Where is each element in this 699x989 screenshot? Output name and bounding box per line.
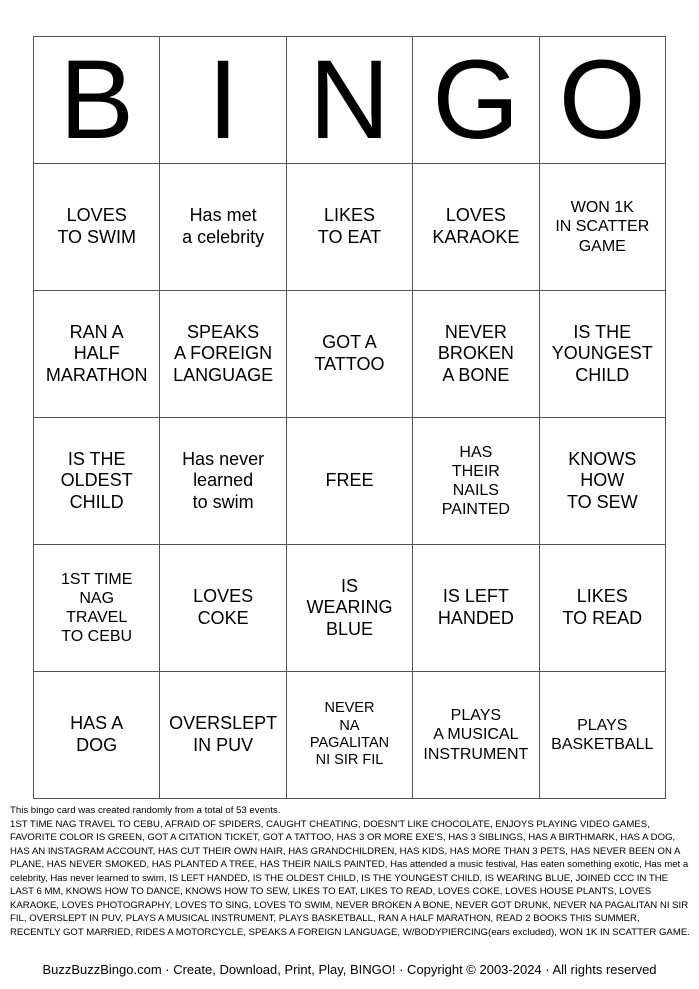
bingo-cell[interactable] [413,291,539,418]
bingo-row-4 [34,545,666,672]
bingo-cell[interactable] [413,672,539,799]
events-list: 1ST TIME NAG TRAVEL TO CEBU, AFRAID OF SPIDERS, CAUGHT CHEATING, DOESN'T LIKE CHOCOLATE, ENJOYS PLAYING VIDEO GAMES, FAVORITE COLOR IS GREEN, GOT A CITATION TICKET, GOT A TATTOO, HAS 3 OR MORE EXE'S, HAS 3 SIBLINGS, HAS A BIRTHMARK, HAS A DOG, HAS AN INSTAGRAM ACCOUNT, HAS CUT THEIR OWN HAIR, HAS GRANDCHILDREN, HAS KIDS, HAS MORE THAN 3 PETS, HAS NEVER BEEN ON A PLANE, HAS NEVER SMOKED, HAS PLANTED A TREE, HAS THEIR NAILS PAINTED, Has attended a music festival, Has eaten something exotic, Has met a celebrity, Has never learned to swim, IS LEFT HANDED, IS THE OLDEST CHILD, IS THE YOUNGEST CHILD, IS WEARING BLUE, JOINED CCC IN THE LAST 6 MM, KNOWS HOW TO DANCE, KNOWS HOW TO SEW, LIKES TO EAT, LIKES TO READ, LOVES COKE, LOVES HOUSE PLANTS, LOVES KARAOKE, LOVES PHOTOGRAPHY, LOVES TO SING, LOVES TO SWIM, NEVER BROKEN A BONE, NEVER GOT DRUNK, NEVER NA PAGALITAN NI SIR FIL, OVERSLEPT IN PUV, PLAYS A MUSICAL INSTRUMENT, PLAYS BASKETBALL, RAN A HALF MARATHON, READ 2 BOOKS THIS SUMMER, RECENTLY GOT MARRIED, RIDES A MOTORCYCLE, SPEAKS A FOREIGN LANGUAGE, W/BODYPIERCING(ears excluded), WON 1K IN SCATTER GAME. [10,818,690,938]
bingo-row-3 [34,418,666,545]
cell-text: LOVES COKE [193,586,254,628]
bingo-row-5 [34,672,666,799]
bingo-cell[interactable] [34,418,160,545]
free-space-cell[interactable] [286,418,412,545]
cell-text: LIKES TO EAT [317,205,382,247]
cell-text: PLAYS A MUSICAL INSTRUMENT [423,707,529,763]
bingo-row-2 [34,291,666,418]
cell-text: IS WEARING BLUE [306,575,393,639]
bingo-cell[interactable] [160,418,286,545]
cell-text: OVERSLEPT IN PUV [169,713,278,755]
cell-text: GOT A TATTOO [314,332,385,374]
header-letter-n: N [286,37,412,164]
header-letter-o: O [539,37,665,164]
cell-text: Has never learned to swim [182,448,265,512]
cell-text: FREE [325,470,374,491]
header-letter-i: I [160,37,286,164]
bingo-cell[interactable] [539,672,665,799]
note-intro: This bingo card was created randomly from a total of 53 events. [10,805,281,816]
bingo-cell[interactable] [286,672,412,799]
cell-text: IS LEFT HANDED [437,586,514,628]
bingo-cell[interactable] [34,291,160,418]
bingo-cell[interactable] [160,672,286,799]
cell-text: NEVER NA PAGALITAN NI SIR FIL [309,700,390,769]
bingo-cell[interactable] [34,672,160,799]
cell-text: RAN A HALF MARATHON [45,321,148,385]
bingo-cell[interactable] [34,545,160,672]
header-letter-g: G [413,37,539,164]
bingo-cell[interactable] [160,545,286,672]
cell-text: WON 1K IN SCATTER GAME [555,199,650,255]
bingo-cell[interactable] [413,545,539,672]
cell-text: SPEAKS A FOREIGN LANGUAGE [173,321,274,385]
bingo-card [33,36,666,799]
cell-text: HAS THEIR NAILS PAINTED [441,443,510,519]
bingo-cell[interactable] [539,291,665,418]
bingo-cell[interactable] [286,291,412,418]
header-row [34,37,666,164]
cell-text: HAS A DOG [70,713,124,755]
cell-text: LOVES TO SWIM [57,205,137,247]
bingo-cell[interactable] [413,418,539,545]
bingo-cell[interactable] [160,164,286,291]
cell-text: Has met a celebrity [182,205,265,247]
bingo-cell[interactable] [413,164,539,291]
cell-text: NEVER BROKEN A BONE [437,321,514,385]
cell-text: PLAYS BASKETBALL [551,716,654,753]
bingo-row-1 [34,164,666,291]
cell-text: 1ST TIME NAG TRAVEL TO CEBU [60,570,133,646]
header-letter-b: B [34,37,160,164]
bingo-cell[interactable] [539,545,665,672]
bingo-cell[interactable] [286,164,412,291]
cell-text: KNOWS HOW TO SEW [566,448,638,512]
footer-copyright: BuzzBuzzBingo.com · Create, Download, Print, Play, BINGO! · Copyright © 2003-2024 · All rights reserved [42,962,657,977]
cell-text: LOVES KARAOKE [432,205,520,247]
bingo-cell[interactable] [539,164,665,291]
cell-text: IS THE OLDEST CHILD [60,448,133,512]
events-note [10,804,690,939]
cell-text: IS THE YOUNGEST CHILD [551,321,653,385]
bingo-cell[interactable] [286,545,412,672]
cell-text: LIKES TO READ [562,586,643,628]
bingo-cell[interactable] [539,418,665,545]
bingo-cell[interactable] [34,164,160,291]
bingo-cell[interactable] [160,291,286,418]
